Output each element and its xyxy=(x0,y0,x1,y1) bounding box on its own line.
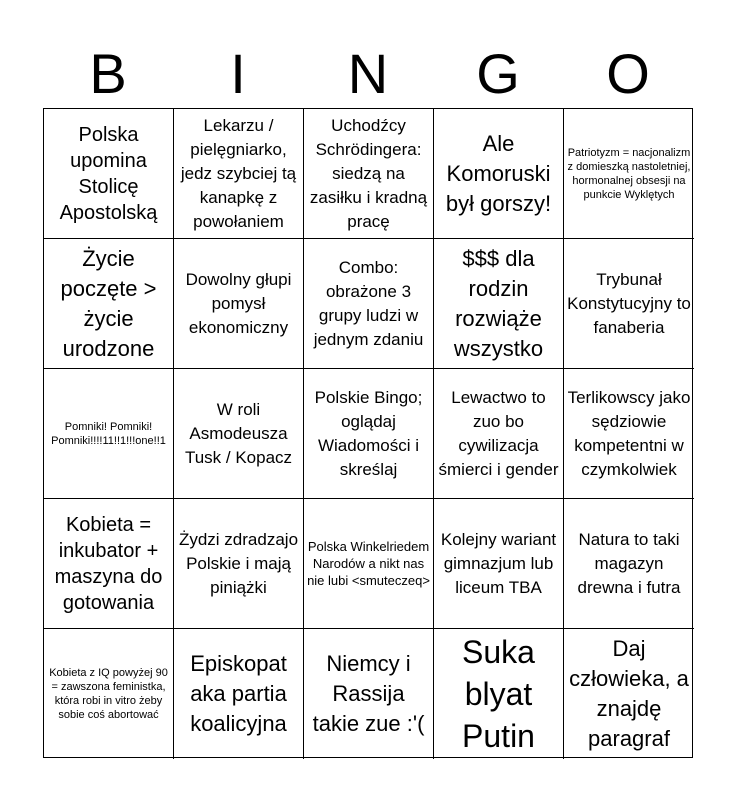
cell-text: Lewactwo to zuo bo cywilizacja śmierci i gender xyxy=(438,387,559,479)
cell-text: Pomniki! Pomniki! Pomniki!!!!11!!1!!!one!!1 xyxy=(51,420,166,447)
bingo-cell-5-4[interactable] xyxy=(434,629,564,759)
cell-text: Życie poczęte > życie urodzone xyxy=(60,245,157,361)
bingo-cell-2-1[interactable] xyxy=(44,239,174,369)
cell-text: Ale Komoruski był gorszy! xyxy=(445,130,552,216)
cell-text: Daj człowieka, a znajdę paragraf xyxy=(569,636,689,751)
bingo-cell-1-3[interactable] xyxy=(304,109,434,239)
bingo-cell-5-3[interactable] xyxy=(304,629,434,759)
bingo-cell-5-1[interactable] xyxy=(44,629,174,759)
bingo-cell-3-1[interactable] xyxy=(44,369,174,499)
bingo-cell-1-1[interactable] xyxy=(44,109,174,239)
cell-text: Kolejny wariant gimnazjum lub liceum TBA xyxy=(440,529,557,597)
bingo-cell-1-4[interactable] xyxy=(434,109,564,239)
cell-text: Żydzi zdradzajo Polskie i mają piniążki xyxy=(178,529,299,597)
header-letter-b: B xyxy=(89,42,127,105)
bingo-cell-2-3[interactable] xyxy=(304,239,434,369)
cell-text: Dowolny głupi pomysł ekonomiczny xyxy=(185,269,292,337)
cell-text: Kobieta = inkubator + maszyna do gotowania xyxy=(54,513,163,614)
cell-text: Patriotyzm = nacjonalizm z domieszką nastoletniej, hormonalnej obsesji na punkcie Wyklętych xyxy=(567,146,691,201)
bingo-cell-4-2[interactable] xyxy=(174,499,304,629)
bingo-cell-4-5[interactable] xyxy=(564,499,694,629)
header-letter-n: N xyxy=(347,42,389,105)
bingo-cell-3-4[interactable] xyxy=(434,369,564,499)
bingo-header xyxy=(43,40,693,108)
bingo-cell-3-5[interactable] xyxy=(564,369,694,499)
bingo-cell-4-3[interactable] xyxy=(304,499,434,629)
cell-text: Polska Winkelriedem Narodów a nikt nas nie lubi <smuteczeq> xyxy=(307,539,430,588)
cell-text: Polska upomina Stolicę Apostolską xyxy=(59,123,158,224)
cell-text: $$$ dla rodzin rozwiąże wszystko xyxy=(453,245,544,361)
cell-text: Niemcy i Rassija takie zue :'( xyxy=(312,651,425,736)
cell-text: Lekarzu / pielęgniarko, jedz szybciej tą kanapkę z powołaniem xyxy=(180,115,297,231)
header-letter-i: I xyxy=(230,42,246,105)
cell-text: Polskie Bingo; oglądaj Wiadomości i skreślaj xyxy=(314,387,423,479)
bingo-cell-4-1[interactable] xyxy=(44,499,174,629)
bingo-cell-2-2[interactable] xyxy=(174,239,304,369)
header-letter-g: G xyxy=(476,42,520,105)
bingo-cell-2-5[interactable] xyxy=(564,239,694,369)
bingo-cell-5-5[interactable] xyxy=(564,629,694,759)
cell-text: Suka blyat Putin xyxy=(462,634,535,754)
bingo-cell-4-4[interactable] xyxy=(434,499,564,629)
bingo-cell-2-4[interactable] xyxy=(434,239,564,369)
bingo-cell-5-2[interactable] xyxy=(174,629,304,759)
cell-text: W roli Asmodeusza Tusk / Kopacz xyxy=(184,399,293,467)
bingo-cell-3-2[interactable] xyxy=(174,369,304,499)
cell-text: Natura to taki magazyn drewna i futra xyxy=(577,529,681,597)
cell-text: Terlikowscy jako sędziowie kompetentni w czymkolwiek xyxy=(567,387,691,479)
cell-text: Episkopat aka partia koalicyjna xyxy=(190,651,287,736)
cell-text: Uchodźcy Schrödingera: siedzą na zasiłku i kradną pracę xyxy=(309,115,428,231)
cell-text: Trybunał Konstytucyjny to fanaberia xyxy=(567,269,691,337)
bingo-cell-1-5[interactable] xyxy=(564,109,694,239)
bingo-grid xyxy=(43,108,693,758)
bingo-cell-3-3[interactable] xyxy=(304,369,434,499)
cell-text: Kobieta z IQ powyżej 90 = zawszona feministka, która robi in vitro żeby sobie coś abortować xyxy=(49,667,168,721)
bingo-cell-1-2[interactable] xyxy=(174,109,304,239)
header-letter-o: O xyxy=(606,42,650,105)
cell-text: Combo: obrażone 3 grupy ludzi w jednym zdaniu xyxy=(313,257,424,349)
